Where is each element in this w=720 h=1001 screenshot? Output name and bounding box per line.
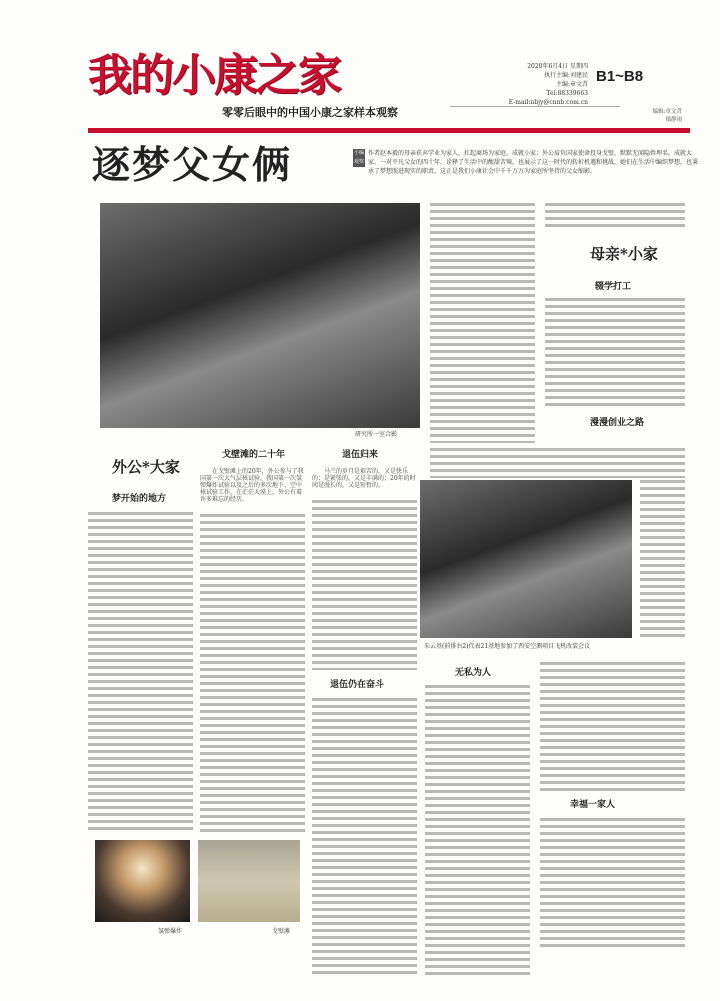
explosion-photo-caption: 氢弹爆炸: [158, 928, 183, 935]
subheading-retire: 退伍归来: [342, 450, 379, 460]
intro-tag: 小编观察: [353, 150, 364, 165]
article-text-column: [430, 203, 535, 443]
meeting-photo: [420, 480, 632, 638]
meeting-photo-caption: 朱云基(前排右2)代表21基地参加了西安空测项目飞机改装会议: [424, 643, 591, 650]
subheading-dream-start: 梦开始的地方: [112, 494, 167, 504]
article-text-column: [312, 500, 417, 670]
issue-date: 2020年6月4日 星期四: [527, 63, 588, 70]
chief-editor: 主编:章文苕: [555, 81, 588, 88]
subheading-startup: 漫漫创业之路: [590, 418, 645, 428]
article-text-column: [545, 298, 685, 408]
article-text-column: [200, 514, 305, 832]
masthead-title: 我的小康之家: [88, 50, 340, 101]
desert-photo-caption: 戈壁滩: [272, 928, 291, 935]
subheading-gobi: 戈壁滩的二十年: [222, 450, 286, 460]
subheading-selfless: 无私为人: [455, 668, 492, 678]
group-photo-caption: 研究所一室合影: [355, 431, 398, 438]
headline: 逐梦父女俩: [92, 142, 293, 187]
article-text-column: [430, 448, 685, 478]
page-editors: [630, 108, 682, 124]
subheading-still-striving: 退伍仍在奋斗: [330, 680, 385, 690]
issue-meta: [480, 62, 588, 107]
explosion-photo: [95, 840, 190, 922]
subheading-happy: 幸福一家人: [570, 800, 616, 810]
article-text-column: [545, 203, 685, 231]
subheading-dropout: 辍学打工: [595, 282, 632, 292]
retire-text: 马兰的岁月是艰苦的，又是快乐的；是紧张的，又是丰满的；20年的时间是漫长的，又是短暂的。: [312, 468, 416, 489]
article-text-column: [312, 698, 417, 978]
article-text-column: [425, 685, 530, 975]
red-rule: [88, 128, 690, 133]
executive-editor: 执行主编:刘建民: [543, 72, 588, 79]
divider: [450, 106, 620, 107]
gobi-text: 在戈壁滩上的20年，外公参与了我国第一次大气层核试验，我国第一次氢弹爆炸试验以及之后的多次地下、空中核试验工作，在茫茫大漠上，外公有着许多难忘的经历。: [200, 468, 304, 503]
telephone: Tel:88339663: [546, 90, 588, 97]
intro-text: 作者赵本毅的母亲获弃学业为家人，扛起商场为家庭，成就小家；外公肩负国家使命投身戈壁，默默无闻隐姓埋名，成就大家。一对平凡父女的四十年，诠释了生活中的酸甜苦辣，也展示了这一时代的转折机遇和挑战，她们在生活中编织梦想，也秉承了梦想照进现实的职责，这正是我们小康社会中千千万万为家庭所坚持的父女缩影。: [368, 150, 699, 175]
email: E-mail:nbjy@cnnb.com.cn: [508, 99, 588, 106]
editor-1: 编辑:章文苕: [652, 109, 682, 115]
article-text-column: [88, 512, 193, 832]
article-text-column: [540, 662, 685, 792]
editor-2: 郁静雨: [665, 117, 682, 123]
article-text-column: [640, 480, 685, 638]
section-heading-grandpa: 外公*大家: [112, 458, 180, 476]
desert-photo: [198, 840, 300, 922]
group-photo: [100, 203, 420, 428]
masthead-subtitle: 零零后眼中的中国小康之家样本观察: [222, 106, 398, 119]
section-heading-mother: 母亲*小家: [590, 245, 658, 263]
page-range: B1~B8: [596, 68, 644, 85]
article-text-column: [540, 818, 685, 948]
